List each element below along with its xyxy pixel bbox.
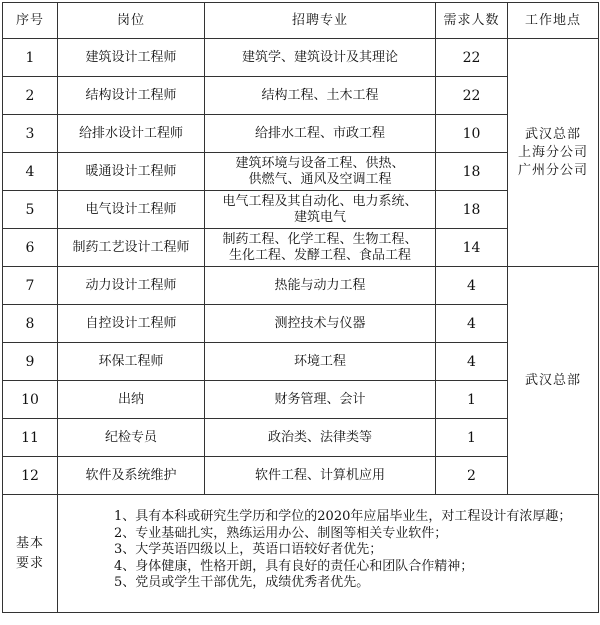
requirement-item: 4、身体健康，性格开朗，具有良好的责任心和团队合作精神； [114,558,474,574]
row-count: 1 [436,419,508,457]
major-line: 建筑环境与设备工程、供热、 [235,155,405,171]
row-seq: 5 [3,191,58,229]
row-seq: 1 [3,39,58,77]
row-count: 22 [436,77,508,115]
row-position: 环保工程师 [58,343,205,381]
row-seq: 4 [3,153,58,191]
row-count: 4 [436,305,508,343]
row-position: 结构设计工程师 [58,77,205,115]
row-count: 10 [436,115,508,153]
header-position: 岗位 [58,3,205,39]
row-seq: 3 [3,115,58,153]
location-line: 武汉总部 [524,126,581,142]
row-major [205,191,436,229]
table-row [3,39,599,77]
row-count: 18 [436,191,508,229]
major-line: 制药工程、化学工程、生物工程、 [222,231,418,247]
row-major: 环境工程 [205,343,436,381]
row-position: 动力设计工程师 [58,267,205,305]
major-line: 生化工程、发酵工程、食品工程 [228,247,411,263]
location-group-2 [508,267,599,495]
row-position: 建筑设计工程师 [58,39,205,77]
requirements-body [58,495,599,613]
header-major: 招聘专业 [205,3,436,39]
row-major [205,153,436,191]
row-position: 暖通设计工程师 [58,153,205,191]
major-line: 电气工程及其自动化、电力系统、 [222,193,418,209]
major-line: 建筑电气 [293,209,346,225]
row-count: 22 [436,39,508,77]
row-seq: 7 [3,267,58,305]
header-seq: 序号 [3,3,58,39]
major-line: 供燃气、通风及空调工程 [248,171,392,187]
requirement-item: 5、党员或学生干部优先，成绩优秀者优先。 [114,575,370,591]
row-major: 热能与动力工程 [205,267,436,305]
location-line: 武汉总部 [524,372,581,388]
row-seq: 6 [3,229,58,267]
recruitment-table [2,2,599,613]
row-seq: 11 [3,419,58,457]
row-major: 测控技术与仪器 [205,305,436,343]
row-major [205,229,436,267]
requirements-row [3,495,599,613]
row-seq: 8 [3,305,58,343]
requirement-item: 3、大学英语四级以上，英语口语较好者优先； [114,542,383,558]
row-count: 14 [436,229,508,267]
row-position: 给排水设计工程师 [58,115,205,153]
location-line: 上海分公司 [517,144,588,160]
location-group-1 [508,39,599,267]
recruitment-table-sheet [2,2,598,613]
requirement-item: 2、专业基础扎实，熟练运用办公、制图等相关专业软件； [114,525,448,541]
row-position: 电气设计工程师 [58,191,205,229]
requirements-label-line: 要求 [15,555,44,571]
location-line: 广州分公司 [517,162,588,178]
row-major: 财务管理、会计 [205,381,436,419]
requirement-item: 1、具有本科或研究生学历和学位的2020年应届毕业生，对工程设计有浓厚趣； [114,509,572,524]
row-major: 政治类、法律类等 [205,419,436,457]
header-location: 工作地点 [508,3,599,39]
row-count: 18 [436,153,508,191]
header-count: 需求人数 [436,3,508,39]
row-position: 纪检专员 [58,419,205,457]
row-seq: 12 [3,457,58,495]
row-position: 自控设计工程师 [58,305,205,343]
row-seq: 2 [3,77,58,115]
row-count: 4 [436,267,508,305]
requirements-label-line: 基本 [15,535,44,551]
requirements-label [3,495,58,613]
row-seq: 10 [3,381,58,419]
row-major: 建筑学、建筑设计及其理论 [205,39,436,77]
row-seq: 9 [3,343,58,381]
row-position: 软件及系统维护 [58,457,205,495]
row-count: 2 [436,457,508,495]
row-position: 出纳 [58,381,205,419]
row-count: 1 [436,381,508,419]
table-row [3,267,599,305]
header-row [3,3,599,39]
row-count: 4 [436,343,508,381]
row-major: 软件工程、计算机应用 [205,457,436,495]
row-major: 结构工程、土木工程 [205,77,436,115]
row-position: 制药工艺设计工程师 [58,229,205,267]
row-major: 给排水工程、市政工程 [205,115,436,153]
